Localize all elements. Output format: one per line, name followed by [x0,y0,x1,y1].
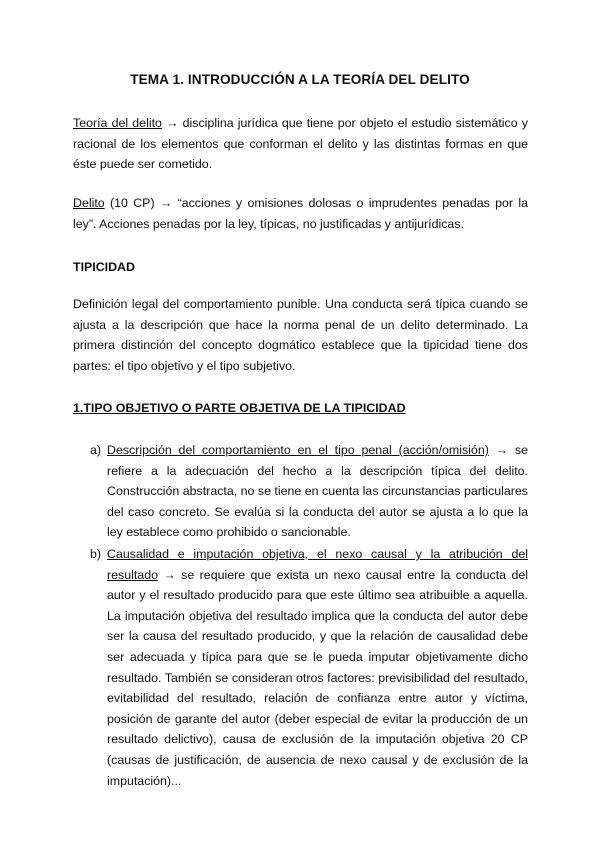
section-heading-tipicidad: TIPICIDAD [73,260,135,274]
list-item-text [107,544,528,791]
document-title: TEMA 1. INTRODUCCIÓN A LA TEORÍA DEL DELITO [130,72,470,87]
section-heading-tipo-objetivo: 1.TIPO OBJETIVO O PARTE OBJETIVA DE LA TIPICIDAD [73,401,406,415]
list-item-term: Descripción del comportamiento en el tipo penal (acción/omisión) [107,443,489,457]
list-marker: a) [90,443,102,457]
term-teoria-del-delito: Teoría del delito [73,116,162,130]
paragraph-teoria-del-delito [73,113,528,175]
list-item-term: Causalidad e imputación objetiva, el nexo causal y la atribución del resultado [107,547,528,582]
term-delito: Delito [73,196,105,210]
definition-delito: (10 CP) → “acciones y omisiones dolosas o imprudentes penadas por la ley”. Acciones penadas por la ley, típicas, no justificadas y antijurídicas. [73,196,528,231]
paragraph-tipicidad: Definición legal del comportamiento punible. Una conducta será típica cuando se ajusta a la descripción que hace la norma penal de un delito determinado. La primera distinción del concepto dogmático establece que la tipicidad tiene dos partes: el tipo objetivo y el tipo subjetivo. [73,297,528,373]
list-marker: b) [90,547,102,561]
list-item-description: → se requiere que exista un nexo causal entre la conducta del autor y el resultado producido para que este último sea atribuible a aquella. La imputación objetiva del resultado implica que la conducta del autor debe ser la causa del resultado producido, y que la relación de causalidad debe ser adecuada y típica para que se le pueda imputar objetivamente dicho resultado. También se consideran otros factores: previsibilidad del resultado, evitabilidad del resultado, relación de confianza entre autor y víctima, posición de garante del autor (deber especial de evitar la producción de un resultado delictivo), causa de exclusión de la imputación objetiva 20 CP (causas de justificación, de ausencia de nexo causal y de exclusión de la imputación)... [107,567,528,788]
list-item-text [107,440,528,543]
list-item-description: → se refiere a la adecuación del hecho a la descripción típica del delito. Construcción abstracta, no se tiene en cuenta las circunstancias particulares del caso concreto. Se evalúa si la conducta del autor se ajusta a lo que la ley establece como prohibido o sancionable. [107,443,528,540]
definition-teoria-del-delito: → disciplina jurídica que tiene por objeto el estudio sistemático y racional de los elementos que conforman el delito y las distintas formas en que éste puede ser cometido. [73,116,528,172]
paragraph-delito [73,193,528,234]
